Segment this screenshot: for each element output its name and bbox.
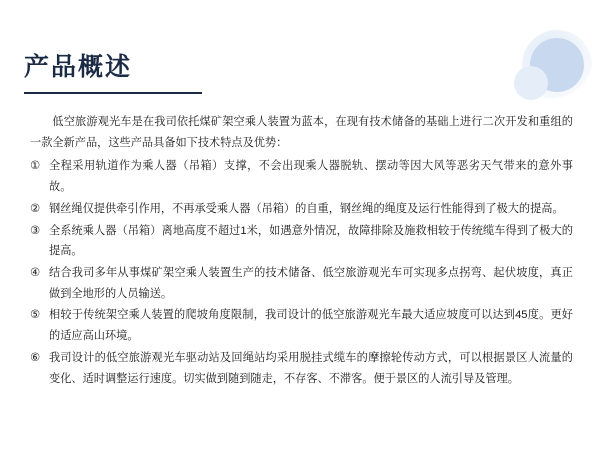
list-item-text: 结合我司多年从事煤矿架空乘人装置生产的技术储备、低空旅游观光车可实现多点拐弯、起伏坡度，真正做到全地形的人员输送。 — [49, 267, 573, 300]
list-item-text: 全程采用轨道作为乘人器（吊箱）支撑，不会出现乘人器脱轨、摆动等因大风等恶劣天气带来的意外事故。 — [49, 160, 573, 194]
title-underline — [24, 92, 202, 94]
list-marker: ⑤ — [30, 309, 41, 322]
list-marker: ⑥ — [30, 351, 41, 364]
list-item-text: 我司设计的低空旅游观光车驱动站及回绳站均采用脱挂式缆车的摩擦轮传动方式，可以根据景区人流量的变化、适时调整运行速度。切实做到随到随走，不存客、不滞客。便于景区的人流引导及管理。 — [49, 351, 573, 385]
decorative-circle-glow — [522, 30, 592, 100]
list-item — [30, 263, 573, 304]
list-item — [30, 305, 573, 346]
list-marker: ② — [30, 202, 41, 215]
list-item-text: 相较于传统架空乘人装置的爬坡角度限制，我司设计的低空旅游观光车最大适应坡度可以达到45度。更好的适应高山环境。 — [49, 309, 573, 343]
list-item-text: 全系统乘人器（吊箱）离地高度不超过1米，如遇意外情况，故障排除及施救相较于传统缆车得到了极大的提高。 — [49, 224, 573, 258]
decorative-circles-group — [480, 0, 600, 120]
feature-list — [30, 156, 573, 389]
intro-paragraph: 低空旅游观光车是在我司依托煤矿架空乘人装置为蓝本，在现有技术储备的基础上进行二次开发和重组的一款全新产品，这些产品具备如下技术特点及优势： — [30, 116, 573, 149]
list-item — [30, 156, 573, 197]
decorative-circle-small — [514, 66, 548, 100]
list-item — [30, 199, 573, 220]
list-item — [30, 348, 573, 389]
list-marker: ③ — [30, 224, 41, 237]
list-item-text: 钢丝绳仅提供牵引作用，不再承受乘人器（吊箱）的自重，钢丝绳的绳度及运行性能得到了极大的提高。 — [49, 202, 564, 215]
list-item — [30, 221, 573, 262]
content-body — [30, 112, 573, 390]
list-marker: ④ — [30, 267, 41, 280]
list-marker: ① — [30, 160, 41, 173]
page-title: 产品概述 — [24, 53, 133, 81]
decorative-circle-large — [530, 38, 584, 92]
